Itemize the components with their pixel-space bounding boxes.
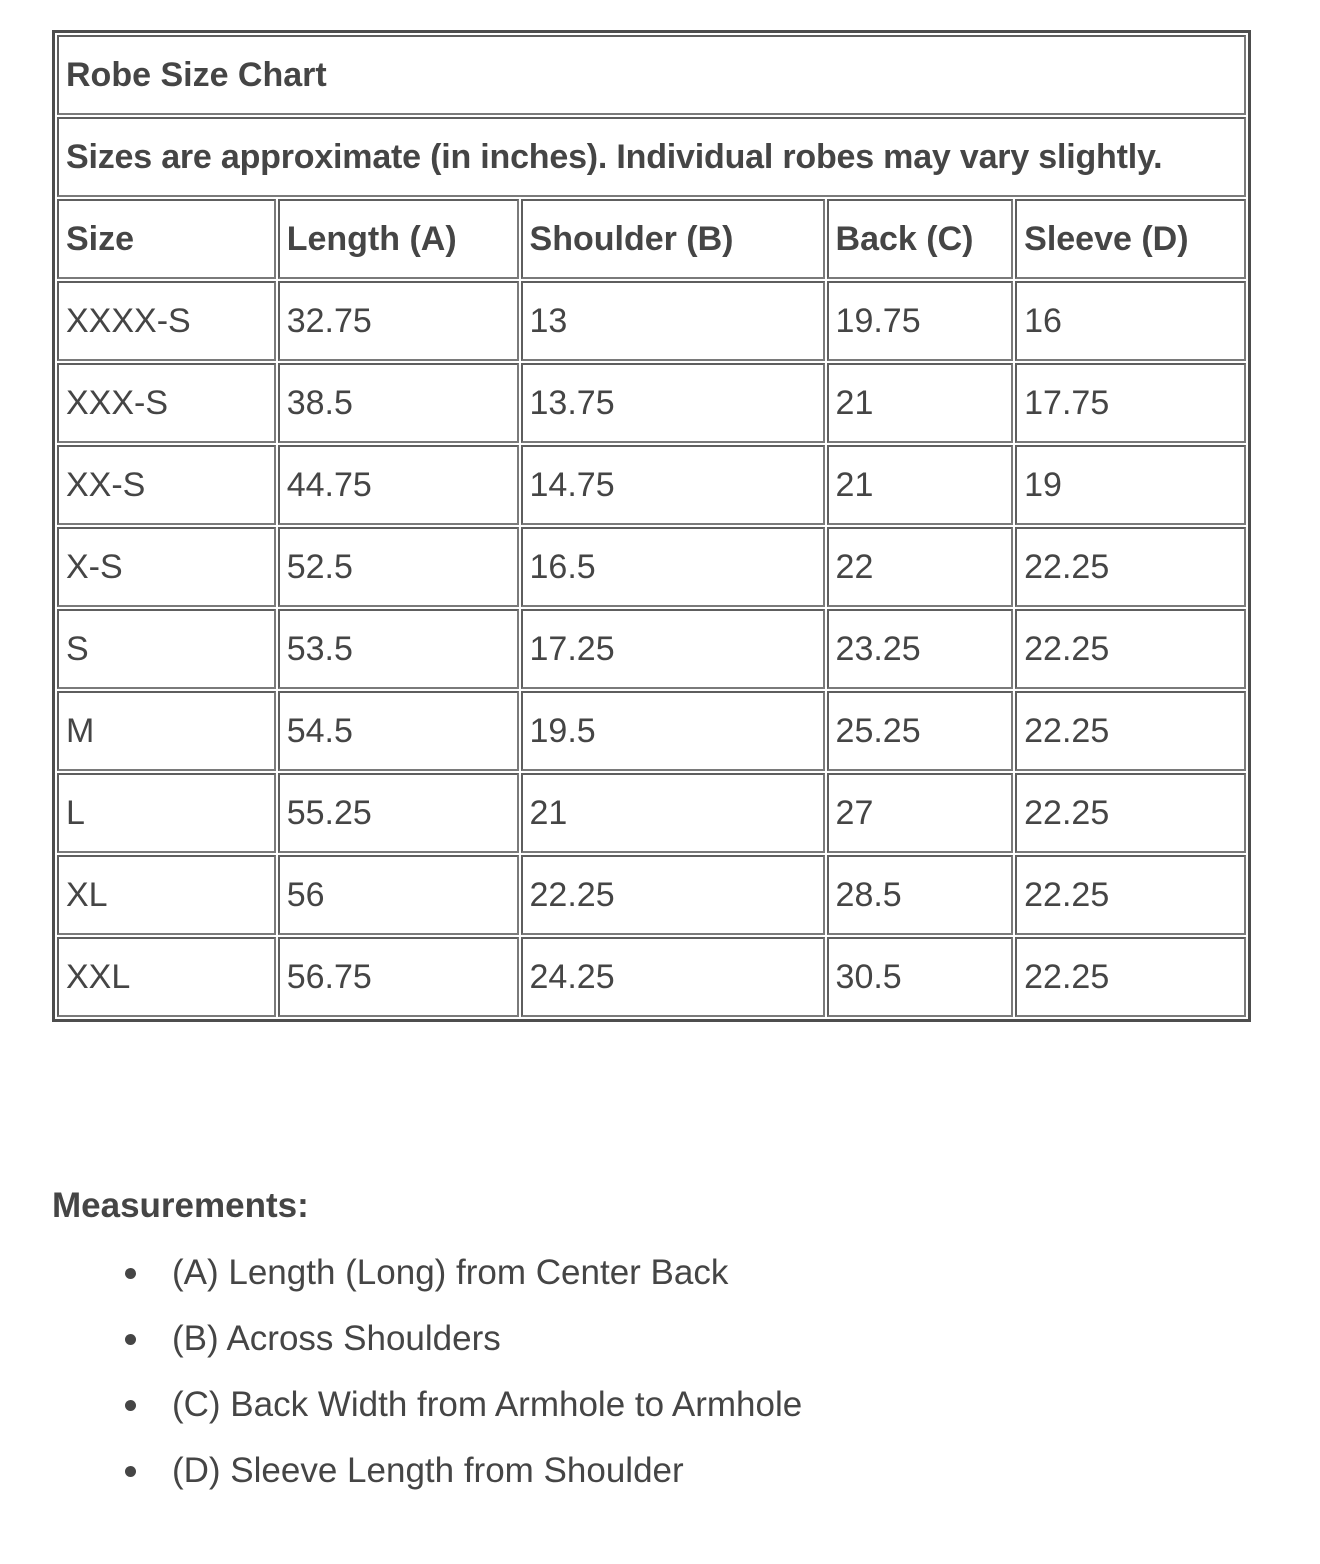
table-row — [57, 937, 1246, 1017]
table-title-row — [57, 35, 1246, 115]
cell-size: L — [57, 773, 276, 853]
cell-sleeve: 22.25 — [1015, 609, 1246, 689]
cell-shoulder: 24.25 — [521, 937, 825, 1017]
cell-length: 56 — [278, 855, 519, 935]
cell-sleeve: 16 — [1015, 281, 1246, 361]
cell-shoulder: 22.25 — [521, 855, 825, 935]
cell-length: 56.75 — [278, 937, 519, 1017]
cell-shoulder: 21 — [521, 773, 825, 853]
column-header-sleeve: Sleeve (D) — [1015, 199, 1246, 279]
cell-back: 28.5 — [827, 855, 1014, 935]
table-row — [57, 691, 1246, 771]
table-row — [57, 281, 1246, 361]
table-row — [57, 363, 1246, 443]
cell-shoulder: 13.75 — [521, 363, 825, 443]
bullet-icon — [125, 1334, 136, 1345]
table-header-row — [57, 199, 1246, 279]
table-note: Sizes are approximate (in inches). Individual robes may vary slightly. — [57, 117, 1246, 197]
column-header-back: Back (C) — [827, 199, 1014, 279]
cell-sleeve: 22.25 — [1015, 855, 1246, 935]
cell-size: XXX-S — [57, 363, 276, 443]
list-item — [0, 1372, 802, 1438]
cell-size: X-S — [57, 527, 276, 607]
cell-sleeve: 22.25 — [1015, 691, 1246, 771]
list-item — [0, 1240, 802, 1306]
table-title: Robe Size Chart — [57, 35, 1246, 115]
cell-back: 21 — [827, 363, 1014, 443]
cell-size: XX-S — [57, 445, 276, 525]
table-note-row — [57, 117, 1246, 197]
measurement-text: (B) Across Shoulders — [172, 1319, 501, 1358]
cell-back: 19.75 — [827, 281, 1014, 361]
measurement-text: (C) Back Width from Armhole to Armhole — [172, 1385, 803, 1424]
cell-shoulder: 16.5 — [521, 527, 825, 607]
table-row — [57, 773, 1246, 853]
cell-size: S — [57, 609, 276, 689]
cell-back: 25.25 — [827, 691, 1014, 771]
cell-back: 22 — [827, 527, 1014, 607]
cell-length: 38.5 — [278, 363, 519, 443]
cell-sleeve: 22.25 — [1015, 773, 1246, 853]
cell-length: 32.75 — [278, 281, 519, 361]
measurements-heading: Measurements: — [52, 1186, 309, 1225]
cell-length: 55.25 — [278, 773, 519, 853]
table-row — [57, 609, 1246, 689]
bullet-icon — [125, 1400, 136, 1411]
column-header-size: Size — [57, 199, 276, 279]
list-item — [0, 1306, 802, 1372]
cell-shoulder: 14.75 — [521, 445, 825, 525]
cell-shoulder: 13 — [521, 281, 825, 361]
cell-sleeve: 17.75 — [1015, 363, 1246, 443]
table-row — [57, 527, 1246, 607]
cell-length: 52.5 — [278, 527, 519, 607]
cell-shoulder: 19.5 — [521, 691, 825, 771]
cell-length: 53.5 — [278, 609, 519, 689]
cell-size: XXXX-S — [57, 281, 276, 361]
bullet-icon — [125, 1466, 136, 1477]
cell-length: 44.75 — [278, 445, 519, 525]
measurement-text: (A) Length (Long) from Center Back — [172, 1253, 729, 1292]
cell-back: 23.25 — [827, 609, 1014, 689]
column-header-shoulder: Shoulder (B) — [521, 199, 825, 279]
cell-back: 27 — [827, 773, 1014, 853]
cell-sleeve: 19 — [1015, 445, 1246, 525]
cell-size: XL — [57, 855, 276, 935]
table-row — [57, 445, 1246, 525]
cell-back: 21 — [827, 445, 1014, 525]
measurements-list — [0, 1240, 802, 1504]
list-item — [0, 1438, 802, 1504]
cell-sleeve: 22.25 — [1015, 527, 1246, 607]
bullet-icon — [125, 1268, 136, 1279]
cell-shoulder: 17.25 — [521, 609, 825, 689]
table-row — [57, 855, 1246, 935]
column-header-length: Length (A) — [278, 199, 519, 279]
robe-size-table — [52, 30, 1251, 1022]
cell-back: 30.5 — [827, 937, 1014, 1017]
cell-size: M — [57, 691, 276, 771]
measurement-text: (D) Sleeve Length from Shoulder — [172, 1451, 684, 1490]
cell-size: XXL — [57, 937, 276, 1017]
cell-length: 54.5 — [278, 691, 519, 771]
cell-sleeve: 22.25 — [1015, 937, 1246, 1017]
